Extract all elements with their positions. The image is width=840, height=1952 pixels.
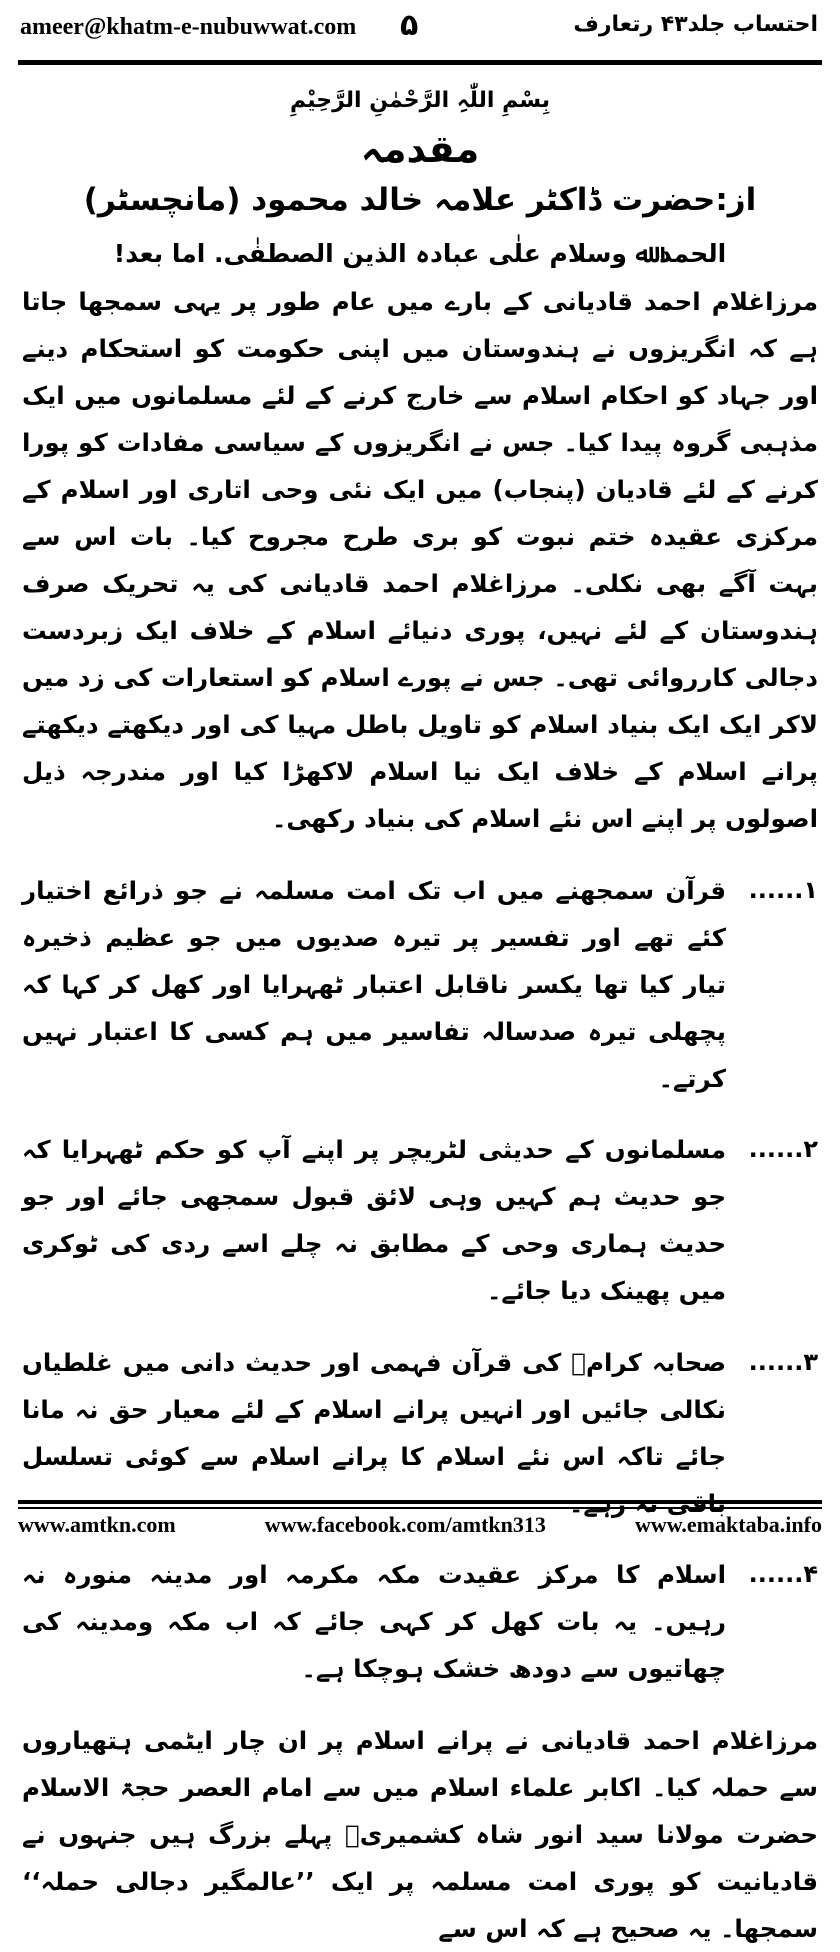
list-item <box>22 867 818 1102</box>
footer-link-facebook[interactable]: www.facebook.com/amtkn313 <box>264 1512 546 1537</box>
list-text: اسلام کا مرکز عقیدت مکہ مکرمہ اور مدینہ منورہ نہ رہیں۔ یہ بات کھل کر کہی جائے کہ اب مکہ ومدینہ کی چھاتیوں سے دودھ خشک ہوچکا ہے۔ <box>22 1560 726 1683</box>
list-number: ۳...... <box>748 1347 818 1376</box>
page-footer <box>18 1512 822 1538</box>
closing-paragraph: مرزاغلام احمد قادیانی نے پرانے اسلام پر ان چار ایٹمی ہتھیاروں سے حملہ کیا۔ اکابر علماء اسلام میں سے امام العصر حجۃ الاسلام حضرت مولانا سید انور شاہ کشمیریؒ پہلے بزرگ ہیں جنہوں نے قادیانیت کو پوری امت مسلمہ پر ایک ’’عالمگیر دجالی حملہ‘‘ سمجھا۔ یہ صحیح ہے کہ اس سے <box>22 1725 818 1943</box>
page-header <box>0 0 840 60</box>
footer-divider <box>18 1500 822 1504</box>
page-body <box>22 82 818 1952</box>
volume-label: احتساب جلد۴۳ رتعارف <box>573 12 818 37</box>
arabic-opening: الحمد ﷲ وسلام علٰی عبادہ الذین الصطفٰی. اما بعد! <box>113 239 727 268</box>
list-number: ۱...... <box>748 875 818 904</box>
list-item <box>22 1551 818 1692</box>
page-title: مقدمہ <box>360 127 480 171</box>
list-text: قرآن سمجھنے میں اب تک امت مسلمہ نے جو ذرائع اختیار کئے تھے اور تفسیر پر تیرہ صدیوں میں جو عظیم ذخیرہ تیار کیا تھا یکسر ناقابل اعتبار ٹھہرایا اور کھل کر کہا کہ پچھلی تیرہ صدسالہ تفاسیر میں ہم کسی کا اعتبار نہیں کرتے۔ <box>22 875 726 1093</box>
list-text: مسلمانوں کے حدیثی لٹریچر پر اپنے آپ کو حکم ٹھہرایا کہ جو حدیث ہم کہیں وہی لائق قبول سمجھی جائے اور جو حدیث ہماری وحی کے مطابق نہ چلے اسے ردی کی ٹوکری میں پھینک دیا جائے۔ <box>22 1135 726 1305</box>
bismillah: بِسْمِ اللّٰہِ الرَّحْمٰنِ الرَّحِیْمِ <box>289 88 550 113</box>
header-divider <box>18 60 822 65</box>
intro-paragraph: مرزاغلام احمد قادیانی کے بارے میں عام طور پر یہی سمجھا جاتا ہے کہ انگریزوں نے ہندوستان میں اپنی حکومت کو استحکام دینے اور جہاد کو احکام اسلام سے خارج کرنے کے لئے مسلمانوں میں ایک مذہبی گروہ پیدا کیا۔ جس نے انگریزوں کے سیاسی مفادات کو پورا کرنے کے لئے قادیان (پنجاب) میں ایک نئی وحی اتاری اور اسلام کے مرکزی عقیدہ ختم نبوت کو بری طرح مجروح کیا۔ بات اس سے بہت آگے بھی نکلی۔ مرزاغلام احمد قادیانی کی یہ تحریک صرف ہندوستان کے لئے نہیں، پوری دنیائے اسلام کے خلاف ایک زبردست دجالی کارروائی تھی۔ جس نے پورے اسلام کو استعارات کی زد میں لاکر ایک ایک بنیاد اسلام کو تاویل باطل مہیا کی اور دیکھتے دیکھتے پرانے اسلام کے خلاف ایک نیا اسلام لاکھڑا کیا اور مندرجہ ذیل اصولوں پر اپنے اس نئے اسلام کی بنیاد رکھی۔ <box>22 287 818 833</box>
footer-link-emaktaba[interactable]: www.emaktaba.info <box>634 1512 822 1537</box>
footer-link-amtkn[interactable]: www.amtkn.com <box>18 1512 176 1537</box>
header-email-link[interactable]: ameer@khatm-e-nubuwwat.com <box>20 14 357 40</box>
list-item <box>22 1339 818 1527</box>
author-line: از:حضرت ڈاکٹر علامہ خالد محمود (مانچسٹر) <box>83 182 757 218</box>
list-text: صحابہ کرامؓ کی قرآن فہمی اور حدیث دانی میں غلطیاں نکالی جائیں اور انہیں پرانے اسلام کے لئے معیار حق نہ مانا جائے تاکہ اس نئے اسلام کا پرانے اسلام سے کوئی تسلسل <box>22 1347 726 1471</box>
page-number: ۵ <box>400 8 419 43</box>
list-number: ۴...... <box>748 1560 818 1588</box>
list-number: ۲...... <box>748 1135 818 1163</box>
footer-divider-thin <box>18 1507 822 1509</box>
list-item <box>22 1126 818 1314</box>
